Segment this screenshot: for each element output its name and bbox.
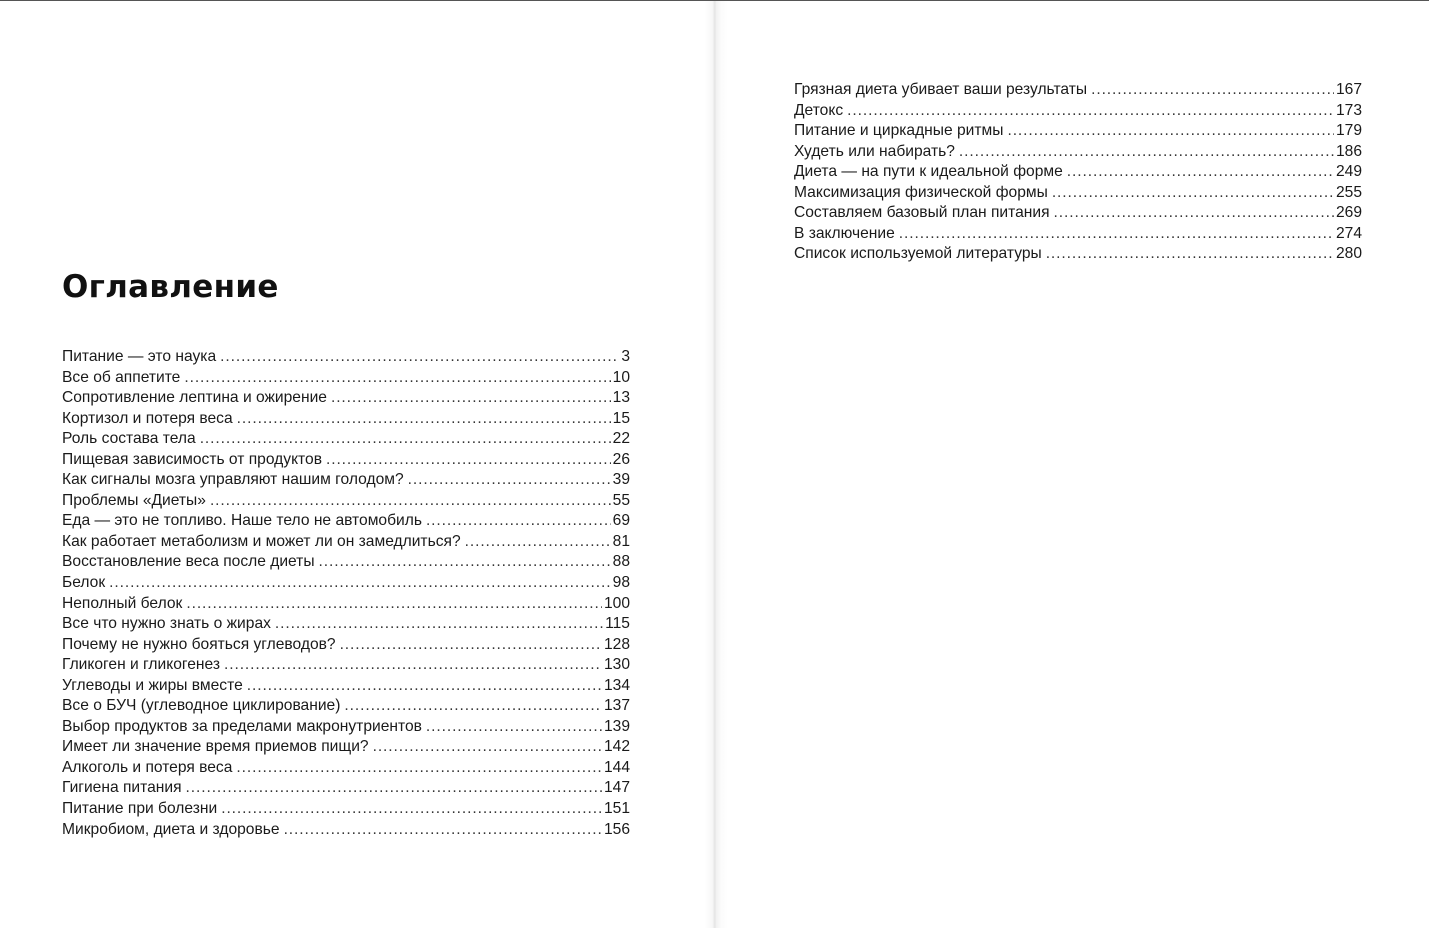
toc-dot-leader <box>465 532 611 553</box>
toc-entry <box>62 573 630 594</box>
toc-entry-page-number: 139 <box>603 717 630 735</box>
toc-entry <box>62 594 630 615</box>
toc-entry <box>794 224 1362 245</box>
toc-entry <box>62 799 630 820</box>
toc-dot-leader <box>220 347 619 368</box>
toc-dot-leader <box>186 594 602 615</box>
toc-entry-title: Все о БУЧ (углеводное циклирование) <box>62 697 341 715</box>
toc-dot-leader <box>426 511 611 532</box>
toc-dot-leader <box>284 820 602 841</box>
toc-entry <box>62 532 630 553</box>
toc-entry-page-number: 69 <box>612 512 630 530</box>
toc-entry-title: Детокс <box>794 101 844 119</box>
toc-entry-page-number: 13 <box>612 389 630 407</box>
toc-entry-title: Восстановление веса после диеты <box>62 553 315 571</box>
toc-entry-title: Максимизация физической формы <box>794 183 1048 201</box>
toc-entry <box>62 676 630 697</box>
toc-entry-title: Питание — это наука <box>62 348 217 365</box>
toc-entry-page-number: 98 <box>612 574 630 592</box>
toc-entry-title: Как работает метаболизм и может ли он замедлиться? <box>62 532 461 550</box>
toc-dot-leader <box>326 450 611 471</box>
toc-dot-leader <box>331 388 611 409</box>
toc-dot-leader <box>373 737 602 758</box>
toc-dot-leader <box>184 368 610 389</box>
toc-dot-leader <box>408 470 611 491</box>
toc-entry <box>794 121 1362 142</box>
toc-entry-page-number: 274 <box>1335 224 1362 242</box>
toc-entry-title: Выбор продуктов за пределами макронутриентов <box>62 717 422 735</box>
toc-entry <box>794 80 1362 101</box>
toc-entry-title: Неполный белок <box>62 594 183 612</box>
page-title: Оглавление <box>62 269 279 305</box>
toc-entry-page-number: 3 <box>621 348 630 365</box>
toc-entry-page-number: 39 <box>612 471 630 489</box>
toc-entry-page-number: 26 <box>612 450 630 468</box>
toc-entry <box>62 614 630 635</box>
toc-dot-leader <box>237 409 611 430</box>
toc-entry <box>794 203 1362 224</box>
toc-entry-page-number: 22 <box>612 430 630 448</box>
right-page <box>713 1 1429 928</box>
toc-dot-leader <box>275 614 603 635</box>
toc-dot-leader <box>1007 121 1334 142</box>
toc-entry <box>62 552 630 573</box>
toc-entry <box>794 162 1362 183</box>
toc-dot-leader <box>847 101 1334 122</box>
toc-entry-page-number: 186 <box>1335 142 1362 160</box>
toc-dot-leader <box>426 717 602 738</box>
toc-dot-leader <box>319 552 611 573</box>
toc-entry-page-number: 151 <box>603 800 630 818</box>
toc-dot-leader <box>899 224 1334 245</box>
toc-entry-title: Гликоген и гликогенез <box>62 656 220 674</box>
toc-dot-leader <box>1091 80 1334 101</box>
toc-entry-title: Все что нужно знать о жирах <box>62 615 271 633</box>
toc-dot-leader <box>109 573 610 594</box>
toc-entry-page-number: 147 <box>603 779 630 797</box>
toc-entry-title: Пищевая зависимость от продуктов <box>62 450 322 468</box>
toc-entry-page-number: 128 <box>603 635 630 653</box>
toc-entry <box>62 635 630 656</box>
toc-entry-title: Белок <box>62 574 106 592</box>
toc-entry-page-number: 156 <box>603 820 630 838</box>
toc-dot-leader <box>236 758 602 779</box>
toc-list-left <box>62 347 630 840</box>
toc-entry-page-number: 167 <box>1335 81 1362 98</box>
toc-entry <box>62 655 630 676</box>
toc-entry-title: Диета — на пути к идеальной форме <box>794 163 1063 181</box>
toc-dot-leader <box>224 655 602 676</box>
toc-entry-title: Алкоголь и потеря веса <box>62 758 233 776</box>
toc-dot-leader <box>344 696 602 717</box>
toc-entry-title: Грязная диета убивает ваши результаты <box>794 81 1088 98</box>
toc-entry <box>62 696 630 717</box>
toc-entry <box>62 368 630 389</box>
toc-entry <box>62 717 630 738</box>
toc-entry-page-number: 249 <box>1335 163 1362 181</box>
toc-entry-page-number: 134 <box>603 676 630 694</box>
toc-dot-leader <box>1067 162 1334 183</box>
toc-entry <box>62 470 630 491</box>
toc-entry-title: Список используемой литературы <box>794 245 1042 263</box>
toc-entry-page-number: 144 <box>603 758 630 776</box>
toc-dot-leader <box>210 491 611 512</box>
toc-entry-title: Питание и циркадные ритмы <box>794 122 1004 140</box>
toc-entry-title: Проблемы «Диеты» <box>62 491 206 509</box>
toc-entry-title: Углеводы и жиры вместе <box>62 676 243 694</box>
toc-entry-title: Кортизол и потеря веса <box>62 409 233 427</box>
toc-entry <box>794 142 1362 163</box>
left-page <box>0 1 713 928</box>
toc-entry-title: Микробиом, диета и здоровье <box>62 820 280 838</box>
toc-entry-page-number: 100 <box>603 594 630 612</box>
toc-entry-page-number: 173 <box>1335 101 1362 119</box>
toc-entry <box>794 244 1362 265</box>
toc-entry-page-number: 137 <box>603 697 630 715</box>
toc-entry-title: Худеть или набирать? <box>794 142 955 160</box>
toc-entry <box>794 183 1362 204</box>
toc-entry-title: В заключение <box>794 224 895 242</box>
toc-entry-title: Составляем базовый план питания <box>794 204 1050 222</box>
toc-entry-page-number: 15 <box>612 409 630 427</box>
toc-entry <box>62 347 630 368</box>
toc-entry-page-number: 269 <box>1335 204 1362 222</box>
toc-entry-page-number: 255 <box>1335 183 1362 201</box>
toc-entry <box>62 450 630 471</box>
toc-entry-page-number: 280 <box>1335 245 1362 263</box>
toc-entry-page-number: 81 <box>612 532 630 550</box>
toc-dot-leader <box>247 676 602 697</box>
toc-entry-title: Почему не нужно бояться углеводов? <box>62 635 336 653</box>
toc-entry-page-number: 130 <box>603 656 630 674</box>
toc-entry <box>62 737 630 758</box>
toc-entry-title: Роль состава тела <box>62 430 196 448</box>
toc-entry <box>62 429 630 450</box>
toc-entry <box>62 758 630 779</box>
toc-entry <box>62 778 630 799</box>
toc-entry <box>794 101 1362 122</box>
toc-entry-page-number: 142 <box>603 738 630 756</box>
toc-entry-page-number: 179 <box>1335 122 1362 140</box>
toc-entry-title: Как сигналы мозга управляют нашим голодом? <box>62 471 404 489</box>
toc-entry-page-number: 115 <box>605 615 630 633</box>
toc-entry-title: Все об аппетите <box>62 368 181 386</box>
toc-entry-title: Имеет ли значение время приемов пищи? <box>62 738 369 756</box>
toc-dot-leader <box>1052 183 1334 204</box>
toc-dot-leader <box>221 799 602 820</box>
toc-dot-leader <box>186 778 602 799</box>
toc-entry <box>62 511 630 532</box>
toc-entry <box>62 491 630 512</box>
toc-entry-page-number: 88 <box>612 553 630 571</box>
toc-entry <box>62 409 630 430</box>
toc-dot-leader <box>200 429 611 450</box>
toc-dot-leader <box>959 142 1334 163</box>
toc-dot-leader <box>340 635 602 656</box>
toc-list-right <box>794 80 1362 265</box>
toc-dot-leader <box>1054 203 1334 224</box>
toc-entry <box>62 820 630 841</box>
toc-dot-leader <box>1046 244 1334 265</box>
toc-entry-title: Еда — это не топливо. Наше тело не автомобиль <box>62 512 422 530</box>
toc-entry <box>62 388 630 409</box>
toc-entry-page-number: 10 <box>612 368 630 386</box>
toc-entry-title: Гигиена питания <box>62 779 182 797</box>
toc-entry-title: Питание при болезни <box>62 800 218 818</box>
toc-entry-title: Сопротивление лептина и ожирение <box>62 389 327 407</box>
toc-entry-page-number: 55 <box>612 491 630 509</box>
